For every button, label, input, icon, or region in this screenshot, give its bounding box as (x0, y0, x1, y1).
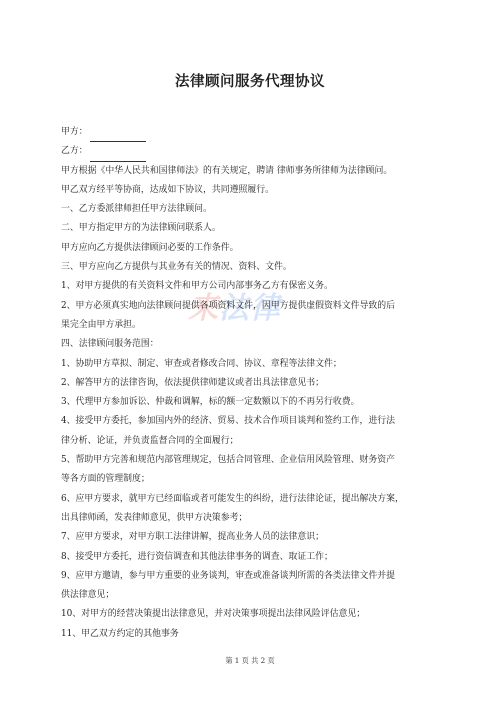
document-line (61, 625, 451, 644)
line-text: 4、接受甲方委托，参加国内外的经济、贸易、技术合作项目谈判和签约工作，进行法 (61, 416, 396, 427)
line-text: 甲方根据《中华人民共和国律师法》的有关规定，聘请 律师事务所律师为法律顾问。 (61, 165, 393, 176)
document-line (61, 219, 451, 238)
document-line (61, 316, 451, 335)
document-line (61, 548, 451, 567)
document-line (61, 490, 451, 509)
document-line (61, 123, 451, 142)
document-line (61, 277, 451, 296)
document-line (61, 181, 451, 200)
watermark-part-1: 来 (188, 291, 219, 326)
line-text: 出具律师函，发表律师意见，供甲方决策参考； (61, 512, 248, 523)
watermark-part-2: 法律 (219, 291, 281, 326)
line-text: 1、协助甲方草拟、制定、审查或者修改合同、协议、章程等法律文件； (61, 358, 342, 369)
line-text: 三、甲方应向乙方提供与其业务有关的情况、资料、文件。 (61, 262, 292, 273)
line-text: 二、甲方指定甲方的为法律顾问联系人。 (61, 223, 221, 234)
document-line (61, 374, 451, 393)
document-line (61, 239, 451, 258)
line-text: 8、接受甲方委托，进行资信调查和其他法律事务的调查、取证工作； (61, 551, 333, 562)
line-text: 甲方应向乙方提供法律顾问必要的工作条件。 (61, 242, 239, 253)
line-text: 6、应甲方要求，就甲方已经面临或者可能发生的纠纷，进行法律论证，提出解决方案， (61, 493, 404, 504)
document-line (61, 509, 451, 528)
line-text: 供法律意见； (61, 590, 115, 601)
line-text: 2、甲方必须真实地向法律顾问提供各项资料文件，因甲方提供虚假资料文件导致的后 (61, 300, 396, 311)
line-text: 果完全由甲方承担。 (61, 319, 141, 330)
document-title: 法律顾问服务代理协议 (175, 74, 325, 90)
line-text: 等各方面的管理制度； (61, 474, 150, 485)
document-line (61, 432, 451, 451)
document-line (61, 412, 451, 431)
document-line (61, 142, 451, 161)
line-text: 一、乙方委派律师担任甲方法律顾问。 (61, 204, 212, 215)
line-text: 7、应甲方要求，对甲方职工法律讲解，提高业务人员的法律意识； (61, 532, 325, 543)
line-text: 乙方： (61, 146, 88, 157)
document-line (61, 393, 451, 412)
document-line (61, 470, 451, 489)
document-line (61, 567, 451, 586)
document-line (61, 605, 451, 624)
line-text: 甲乙双方经平等协商，达成如下协议，共同遵照履行。 (61, 184, 274, 195)
line-text: 甲方： (61, 127, 88, 137)
document-line (61, 162, 451, 181)
line-text: 3、代理甲方参加诉讼、仲裁和调解，标的额一定数额以下的不再另行收费。 (61, 397, 360, 408)
document-line (61, 200, 451, 219)
fill-in-blank (90, 151, 146, 162)
document-line (61, 451, 451, 470)
line-text: 5、帮助甲方完善和规范内部管理规定，包括合同管理、企业信用风险管理、财务资产 (61, 455, 396, 466)
document-line (61, 355, 451, 374)
document-line (61, 586, 451, 605)
document-body (61, 123, 451, 644)
line-text: 11、甲乙双方约定的其他事务 (61, 628, 179, 639)
document-line (61, 297, 451, 316)
document-line (61, 335, 451, 354)
line-text: 律分析、论证，并负责监督合同的全面履行； (61, 435, 239, 446)
page-footer: 第 1 页 共 2 页 (225, 656, 275, 665)
line-text: 2、解答甲方的法律咨询，依法提供律师建议或者出具法律意见书； (61, 377, 325, 388)
line-text: 10、对甲方的经营决策提出法律意见，并对决策事项提出法律风险评估意见； (61, 609, 366, 620)
document-line (61, 258, 451, 277)
document-line (61, 528, 451, 547)
fill-in-blank (90, 131, 146, 142)
line-text: 四、法律顾问服务范围： (61, 339, 159, 350)
line-text: 1、对甲方提供的有关资料文件和甲方公司内部事务乙方有保密义务。 (61, 281, 333, 292)
line-text: 9、应甲方邀请，参与甲方重要的业务谈判，审查或准备谈判所需的各类法律文件并提 (61, 570, 396, 581)
